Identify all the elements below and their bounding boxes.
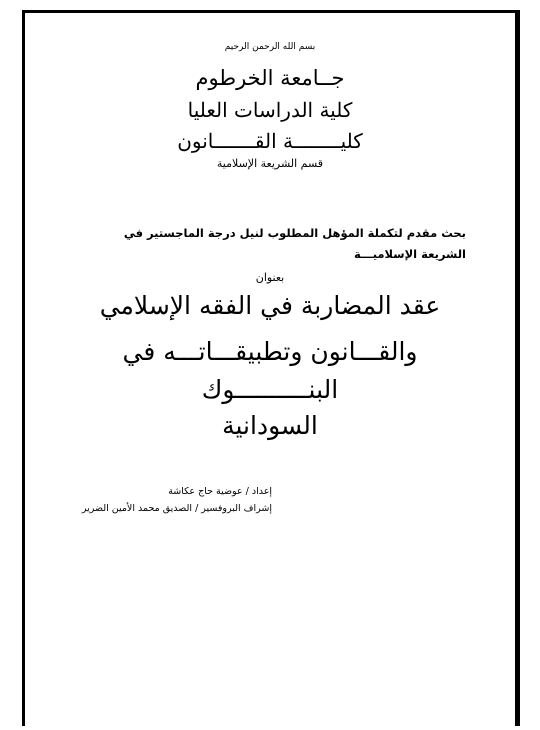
thesis-title-line4: السودانية [222,411,318,440]
supervised-by: إشراف البروفسير / الصديق محمد الأمين الضرير [81,503,272,514]
thesis-title-line3: البنــــــــــوك [201,375,339,404]
graduate-college-name: كلية الدراسات العليا [187,98,353,122]
purpose-statement-line2: الشريعة الإسلاميـــة [353,247,466,261]
university-name: جــامعة الخرطوم [195,66,345,90]
prepared-by: إعداد / عوضية حاج عكاشة [168,486,272,497]
law-college-name: كليــــــــة القـــــــانون [177,129,363,153]
basmala: بسم الله الرحمن الرحيم [224,42,316,52]
purpose-statement-line1: بحث مقدم لتكملة المؤهل المطلوب لنيل درجة الماجستير في [123,226,466,240]
titled-label: بعنوان [255,271,285,284]
thesis-title-line1: عقد المضاربة في الفقه الإسلامي [99,291,441,320]
thesis-title-line2: والقـــانون وتطبيقـــاتـــه في [122,337,418,366]
department-name: قسم الشريعة الإسلامية [216,157,324,170]
